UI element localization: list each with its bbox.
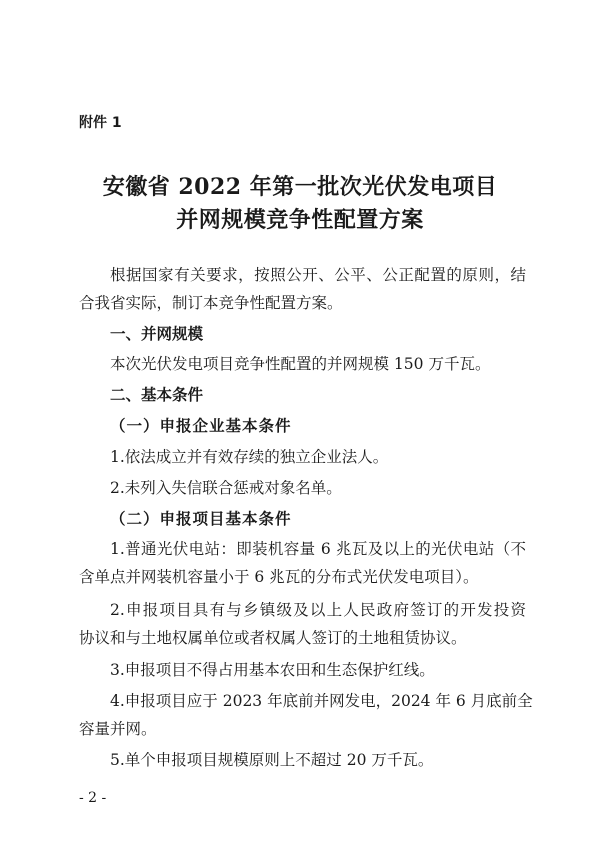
section-2-heading: 二、基本条件 [110, 386, 204, 404]
document-title-line-2: 并网规模竞争性配置方案 [176, 207, 424, 233]
subsection-2-item-1-line-2: 含单点并网装机容量小于 6 兆瓦的分布式光伏发电项目）。 [79, 568, 479, 586]
attachment-label: 附件 1 [79, 115, 122, 131]
subsection-2-item-4-line-2: 容量并网。 [79, 720, 157, 738]
subsection-1-item-1: 1.依法成立并有效存续的独立企业法人。 [110, 448, 389, 466]
document-title-line-1: 安徽省 2022 年第一批次光伏发电项目 [102, 174, 498, 200]
subsection-1-heading: （一）申报企业基本条件 [110, 416, 292, 435]
intro-paragraph-line-1: 根据国家有关要求，按照公开、公平、公正配置的原则，结 [110, 266, 526, 284]
subsection-2-item-3: 3.申报项目不得占用基本农田和生态保护红线。 [110, 661, 435, 679]
subsection-1-item-2: 2.未列入失信联合惩戒对象名单。 [110, 479, 342, 497]
intro-paragraph-line-2: 合我省实际，制订本竞争性配置方案。 [79, 294, 343, 312]
subsection-2-item-4-line-1: 4.申报项目应于 2023 年底前并网发电，2024 年 6 月底前全 [110, 692, 533, 710]
subsection-2-item-2-line-1: 2.申报项目具有与乡镇级及以上人民政府签订的开发投资 [110, 601, 526, 619]
subsection-2-item-5: 5.单个申报项目规模原则上不超过 20 万千瓦。 [110, 751, 434, 769]
subsection-2-item-1-line-1: 1.普通光伏电站：即装机容量 6 兆瓦及以上的光伏电站（不 [110, 540, 526, 558]
section-1-text: 本次光伏发电项目竞争性配置的并网规模 150 万千瓦。 [110, 355, 491, 373]
page-number: - 2 - [79, 790, 107, 806]
section-1-heading: 一、并网规模 [110, 325, 204, 343]
subsection-2-heading: （二）申报项目基本条件 [110, 509, 292, 528]
subsection-2-item-2-line-2: 协议和与土地权属单位或者权属人签订的土地租赁协议。 [79, 629, 467, 647]
